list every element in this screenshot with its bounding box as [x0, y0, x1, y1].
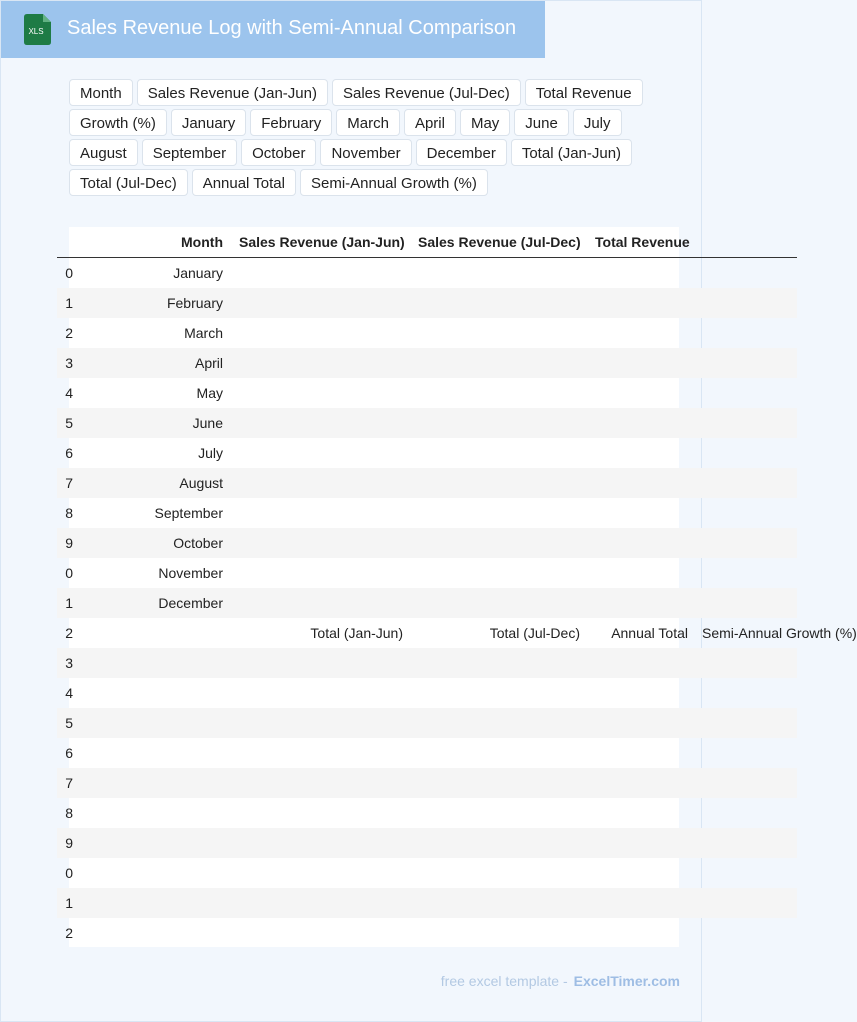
row-index: 0: [65, 865, 73, 881]
header-total-revenue: Total Revenue: [595, 234, 690, 250]
row-index: 1: [65, 595, 73, 611]
page-title: Sales Revenue Log with Semi-Annual Comparison: [67, 17, 517, 39]
header-bar: [1, 1, 545, 58]
row-index: 0: [65, 265, 73, 281]
column-chip[interactable]: Annual Total: [192, 169, 296, 196]
table-row: [57, 708, 797, 738]
table-row: [57, 498, 797, 528]
column-chip[interactable]: October: [241, 139, 316, 166]
month-cell: October: [173, 535, 223, 551]
spreadsheet-content: [57, 227, 857, 948]
column-chip[interactable]: Sales Revenue (Jan-Jun): [137, 79, 328, 106]
row-index: 5: [65, 715, 73, 731]
column-chip[interactable]: December: [416, 139, 507, 166]
footer-text: free excel template -: [440, 973, 568, 989]
table-row: [57, 588, 797, 618]
semi-annual-growth-cell: Semi-Annual Growth (%): [702, 625, 857, 641]
row-index: 7: [65, 475, 73, 491]
row-index: 5: [65, 415, 73, 431]
column-chip[interactable]: Sales Revenue (Jul-Dec): [332, 79, 521, 106]
month-cell: December: [158, 595, 223, 611]
table-row: [57, 648, 797, 678]
row-index: 7: [65, 775, 73, 791]
table-row: [57, 858, 797, 888]
month-cell: February: [166, 295, 223, 311]
column-chip[interactable]: Total (Jan-Jun): [511, 139, 632, 166]
table-row: [57, 318, 797, 348]
row-index: 3: [65, 355, 73, 371]
table-row: [57, 888, 797, 918]
table-row: [57, 768, 797, 798]
row-index: 4: [65, 685, 73, 701]
month-cell: July: [198, 445, 223, 461]
table-row: [57, 378, 797, 408]
table-row: [57, 258, 797, 288]
table-row: [57, 798, 797, 828]
table-row: [57, 678, 797, 708]
table-row: [57, 918, 797, 948]
month-cell: January: [173, 265, 223, 281]
month-cell: September: [154, 505, 223, 521]
row-index: 3: [65, 655, 73, 671]
total-jan-jun-cell: Total (Jan-Jun): [310, 625, 403, 641]
column-chip-list: [69, 79, 681, 196]
column-chip[interactable]: Month: [69, 79, 133, 106]
row-index: 2: [65, 925, 73, 941]
excel-icon-label: XLS: [28, 27, 44, 36]
column-chip[interactable]: November: [320, 139, 411, 166]
column-chip[interactable]: August: [69, 139, 138, 166]
column-chip[interactable]: Total (Jul-Dec): [69, 169, 188, 196]
row-index: 8: [65, 805, 73, 821]
row-index: 2: [65, 625, 73, 641]
month-cell: August: [179, 475, 223, 491]
column-chip[interactable]: July: [573, 109, 622, 136]
header-sales-jan-jun: Sales Revenue (Jan-Jun): [239, 234, 405, 250]
month-cell: November: [158, 565, 223, 581]
column-chip[interactable]: April: [404, 109, 456, 136]
table-row: [57, 828, 797, 858]
header-month: Month: [181, 234, 223, 250]
column-chip[interactable]: Growth (%): [69, 109, 167, 136]
table-row: [57, 348, 797, 378]
month-cell: June: [192, 415, 223, 431]
row-index: 1: [65, 295, 73, 311]
month-cell: April: [194, 355, 223, 371]
row-index: 2: [65, 325, 73, 341]
row-index: 9: [65, 535, 73, 551]
month-cell: March: [184, 325, 223, 341]
row-index: 9: [65, 835, 73, 851]
row-index: 6: [65, 745, 73, 761]
month-cell: May: [196, 385, 223, 401]
column-chip[interactable]: Total Revenue: [525, 79, 643, 106]
row-index: 1: [65, 895, 73, 911]
row-index: 0: [65, 565, 73, 581]
column-chip[interactable]: June: [514, 109, 569, 136]
footer-credit: [441, 973, 680, 989]
table-row: [57, 618, 857, 648]
footer-brand-link[interactable]: ExcelTimer.com: [573, 973, 680, 989]
excel-file-icon: [23, 14, 51, 45]
table-row: [57, 468, 797, 498]
column-chip[interactable]: September: [142, 139, 237, 166]
column-chip[interactable]: February: [250, 109, 332, 136]
table-row: [57, 558, 797, 588]
table-row: [57, 438, 797, 468]
table-row: [57, 528, 797, 558]
row-index: 8: [65, 505, 73, 521]
table-row: [57, 738, 797, 768]
table-body: [57, 258, 857, 948]
header-sales-jul-dec: Sales Revenue (Jul-Dec): [418, 234, 581, 250]
table-header-row: [57, 227, 797, 258]
row-index: 6: [65, 445, 73, 461]
table-row: [57, 288, 797, 318]
table-row: [57, 408, 797, 438]
column-chip[interactable]: May: [460, 109, 510, 136]
total-jul-dec-cell: Total (Jul-Dec): [489, 625, 580, 641]
column-chip[interactable]: March: [336, 109, 400, 136]
spreadsheet: [65, 227, 857, 947]
row-index: 4: [65, 385, 73, 401]
annual-total-cell: Annual Total: [611, 625, 688, 641]
column-chip[interactable]: January: [171, 109, 246, 136]
column-chip[interactable]: Semi-Annual Growth (%): [300, 169, 488, 196]
